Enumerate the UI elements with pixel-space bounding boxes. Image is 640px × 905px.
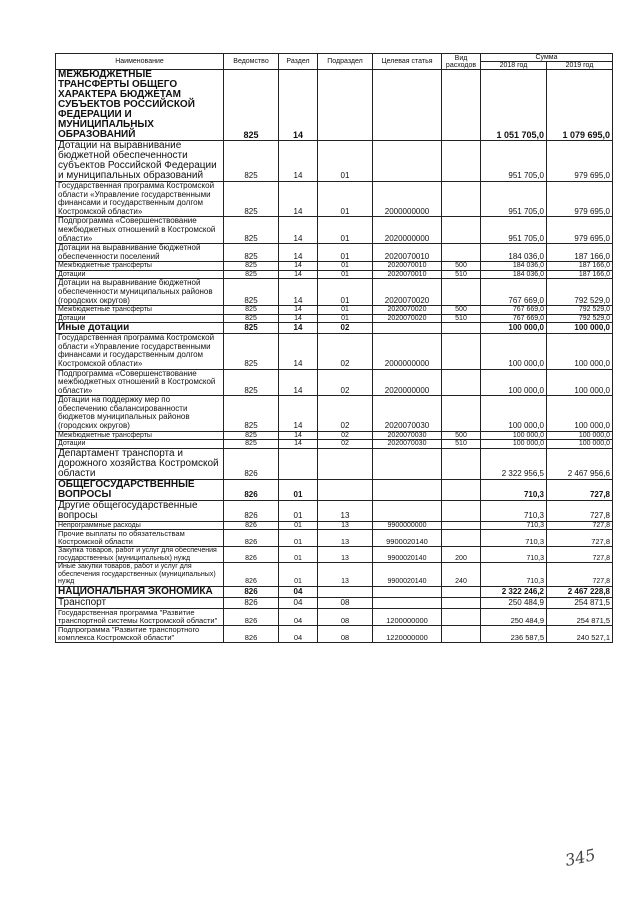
table-row [56,530,613,547]
row-sum-2019: 100 000,0 [547,396,613,431]
row-section: 01 [279,521,318,530]
row-name: Государственная программа Костромской области «Управление государственными финансами и государственным долгом Костромской области» [56,334,224,369]
table-row [56,323,613,334]
row-sum-2018: 100 000,0 [481,369,547,396]
row-target: 2000000000 [373,182,442,217]
table-row [56,314,613,323]
table-row [56,244,613,262]
row-sum-2019: 100 000,0 [547,440,613,449]
row-section: 14 [279,279,318,306]
row-section: 01 [279,530,318,547]
row-target [373,70,442,141]
table-row [56,182,613,217]
row-sum-2019: 187 166,0 [547,244,613,262]
row-subsection: 02 [318,323,373,334]
row-dept: 825 [224,440,279,449]
row-sum-2019: 979 695,0 [547,141,613,182]
row-section: 14 [279,306,318,315]
table-row [56,396,613,431]
row-exptype [442,369,481,396]
row-subsection: 02 [318,440,373,449]
table-row [56,141,613,182]
row-name: Межбюджетные трансферты [56,431,224,440]
row-sum-2018: 100 000,0 [481,334,547,369]
row-name: Непрограммные расходы [56,521,224,530]
row-sum-2019: 187 166,0 [547,262,613,271]
table-body [56,70,613,643]
row-subsection: 01 [318,141,373,182]
row-name: Прочие выплаты по обязательствам Костромской области [56,530,224,547]
table-row [56,217,613,244]
row-name: Иные закупки товаров, работ и услуг для обеспечения государственных (муниципальных) нужд [56,563,224,587]
page-number: 345 [563,845,598,870]
row-exptype: 500 [442,306,481,315]
row-subsection: 01 [318,306,373,315]
row-subsection: 13 [318,547,373,563]
row-dept: 826 [224,500,279,521]
row-subsection: 08 [318,597,373,608]
row-sum-2018: 100 000,0 [481,396,547,431]
row-target [373,500,442,521]
row-dept: 825 [224,334,279,369]
row-sum-2018: 710,3 [481,530,547,547]
row-dept: 825 [224,314,279,323]
row-sum-2018: 184 036,0 [481,244,547,262]
row-sum-2018: 767 669,0 [481,279,547,306]
row-section: 01 [279,563,318,587]
row-section: 14 [279,270,318,279]
row-name: Департамент транспорта и дорожного хозяйства Костромской области [56,448,224,479]
row-section: 01 [279,500,318,521]
row-subsection: 01 [318,314,373,323]
row-target: 2020070030 [373,431,442,440]
row-subsection [318,448,373,479]
row-name: Межбюджетные трансферты [56,262,224,271]
row-name: Дотации на выравнивание бюджетной обеспеченности муниципальных районов (городских округов) [56,279,224,306]
row-dept: 826 [224,521,279,530]
row-name: Дотации на выравнивание бюджетной обеспеченности субъектов Российской Федерации и муниципальных образований [56,141,224,182]
row-section: 14 [279,182,318,217]
table-row [56,608,613,625]
table-row [56,70,613,141]
row-dept: 826 [224,479,279,500]
table-row [56,262,613,271]
header-subsection: Подраздел [318,54,373,70]
row-sum-2019: 727,8 [547,547,613,563]
row-exptype [442,70,481,141]
row-section: 04 [279,597,318,608]
row-target: 1200000000 [373,608,442,625]
row-exptype [442,479,481,500]
row-section: 04 [279,625,318,642]
row-sum-2019: 100 000,0 [547,369,613,396]
row-subsection: 02 [318,431,373,440]
row-sum-2019: 2 467 228,8 [547,586,613,597]
row-dept: 826 [224,608,279,625]
row-target: 2020070010 [373,244,442,262]
row-dept: 825 [224,217,279,244]
table-header [56,54,613,70]
row-sum-2019: 792 529,0 [547,306,613,315]
row-dept: 825 [224,70,279,141]
row-target: 9900020140 [373,547,442,563]
row-target: 2020070010 [373,262,442,271]
row-name: Подпрограмма "Развитие транспортного комплекса Костромской области" [56,625,224,642]
row-dept: 825 [224,369,279,396]
row-name: Дотации [56,270,224,279]
row-exptype: 510 [442,314,481,323]
row-sum-2018: 2 322 246,2 [481,586,547,597]
row-sum-2018: 236 587,5 [481,625,547,642]
row-sum-2018: 250 484,9 [481,608,547,625]
row-subsection: 02 [318,334,373,369]
row-dept: 825 [224,431,279,440]
row-sum-2019: 792 529,0 [547,279,613,306]
row-sum-2018: 710,3 [481,500,547,521]
row-sum-2018: 100 000,0 [481,323,547,334]
row-exptype [442,625,481,642]
row-subsection: 02 [318,396,373,431]
row-name: Закупка товаров, работ и услуг для обеспечения государственных (муниципальных) нужд [56,547,224,563]
row-target [373,141,442,182]
header-target: Целевая статья [373,54,442,70]
row-dept: 825 [224,279,279,306]
table-row [56,500,613,521]
row-exptype [442,521,481,530]
row-subsection: 13 [318,521,373,530]
row-dept: 825 [224,323,279,334]
row-sum-2019: 792 529,0 [547,314,613,323]
row-target [373,323,442,334]
header-section: Раздел [279,54,318,70]
row-subsection: 13 [318,500,373,521]
budget-table [55,53,613,643]
row-exptype: 200 [442,547,481,563]
row-section: 04 [279,608,318,625]
row-target [373,479,442,500]
row-section: 14 [279,369,318,396]
row-dept: 825 [224,244,279,262]
table-row [56,334,613,369]
table-row [56,563,613,587]
row-exptype [442,448,481,479]
row-exptype: 500 [442,431,481,440]
row-sum-2018: 951 705,0 [481,141,547,182]
row-sum-2018: 250 484,9 [481,597,547,608]
row-section: 14 [279,217,318,244]
row-name: Подпрограмма «Совершенствование межбюджетных отношений в Костромской области» [56,217,224,244]
row-name: Государственная программа Костромской области «Управление государственными финансами и государственным долгом Костромской области» [56,182,224,217]
row-dept: 825 [224,270,279,279]
row-sum-2019: 727,8 [547,530,613,547]
row-section: 01 [279,479,318,500]
row-subsection: 01 [318,262,373,271]
row-section: 14 [279,244,318,262]
row-section: 14 [279,70,318,141]
row-sum-2018: 184 036,0 [481,262,547,271]
row-exptype: 240 [442,563,481,587]
row-name: Государственная программа "Развитие транспортной системы Костромской области" [56,608,224,625]
row-section: 14 [279,396,318,431]
row-target: 1220000000 [373,625,442,642]
table-row [56,448,613,479]
row-subsection: 02 [318,369,373,396]
row-target: 2020070020 [373,306,442,315]
row-exptype [442,334,481,369]
row-sum-2019: 727,8 [547,500,613,521]
row-sum-2018: 2 322 956,5 [481,448,547,479]
row-subsection: 01 [318,182,373,217]
row-sum-2018: 1 051 705,0 [481,70,547,141]
row-subsection: 01 [318,217,373,244]
row-sum-2018: 767 669,0 [481,314,547,323]
row-target: 2020000000 [373,369,442,396]
table-row [56,479,613,500]
row-name: МЕЖБЮДЖЕТНЫЕ ТРАНСФЕРТЫ ОБЩЕГО ХАРАКТЕРА БЮДЖЕТАМ СУБЪЕКТОВ РОССИЙСКОЙ ФЕДЕРАЦИИ И МУНИЦИПАЛЬНЫХ ОБРАЗОВАНИЙ [56,70,224,141]
row-section: 14 [279,440,318,449]
header-exptype: Вид расходов [442,54,481,70]
row-target: 2020070030 [373,440,442,449]
row-exptype [442,323,481,334]
row-sum-2018: 184 036,0 [481,270,547,279]
row-sum-2018: 710,3 [481,479,547,500]
row-subsection: 08 [318,608,373,625]
row-target: 2020070020 [373,314,442,323]
table-row [56,369,613,396]
row-exptype [442,244,481,262]
row-section [279,448,318,479]
row-exptype [442,182,481,217]
row-name: Транспорт [56,597,224,608]
row-dept: 826 [224,547,279,563]
row-section: 14 [279,141,318,182]
header-dept: Ведомство [224,54,279,70]
row-dept: 825 [224,262,279,271]
row-subsection: 01 [318,279,373,306]
row-target [373,597,442,608]
row-subsection: 01 [318,244,373,262]
row-dept: 825 [224,396,279,431]
table-row [56,547,613,563]
row-target: 2020070010 [373,270,442,279]
row-name: Иные дотации [56,323,224,334]
table-row [56,440,613,449]
row-name: Подпрограмма «Совершенствование межбюджетных отношений в Костромской области» [56,369,224,396]
row-sum-2019: 254 871,5 [547,608,613,625]
row-exptype: 510 [442,440,481,449]
row-exptype [442,597,481,608]
row-dept: 826 [224,448,279,479]
row-sum-2019: 187 166,0 [547,270,613,279]
row-name: НАЦИОНАЛЬНАЯ ЭКОНОМИКА [56,586,224,597]
row-sum-2019: 979 695,0 [547,217,613,244]
row-exptype [442,530,481,547]
row-exptype [442,586,481,597]
row-sum-2019: 254 871,5 [547,597,613,608]
row-sum-2019: 727,8 [547,563,613,587]
row-name: Другие общегосударственные вопросы [56,500,224,521]
row-section: 14 [279,323,318,334]
row-subsection: 08 [318,625,373,642]
row-sum-2018: 100 000,0 [481,440,547,449]
row-dept: 825 [224,182,279,217]
row-subsection: 13 [318,530,373,547]
row-sum-2018: 710,3 [481,563,547,587]
row-exptype [442,396,481,431]
row-dept: 826 [224,563,279,587]
row-dept: 825 [224,306,279,315]
header-sum: Сумма [481,54,613,62]
row-target: 9900020140 [373,563,442,587]
row-subsection [318,70,373,141]
row-sum-2019: 100 000,0 [547,323,613,334]
header-year-2018: 2018 год [481,62,547,70]
row-target: 2020070030 [373,396,442,431]
row-name: Дотации на поддержку мер по обеспечению сбалансированности бюджетов муниципальных районов (городских округов) [56,396,224,431]
row-name: Дотации на выравнивание бюджетной обеспеченности поселений [56,244,224,262]
row-subsection: 13 [318,563,373,587]
row-sum-2018: 951 705,0 [481,217,547,244]
row-dept: 826 [224,597,279,608]
row-sum-2019: 727,8 [547,521,613,530]
row-name: Дотации [56,440,224,449]
header-year-2019: 2019 год [547,62,613,70]
row-exptype [442,217,481,244]
row-sum-2019: 979 695,0 [547,182,613,217]
row-subsection: 01 [318,270,373,279]
row-sum-2019: 100 000,0 [547,431,613,440]
row-target: 2020000000 [373,217,442,244]
row-dept: 826 [224,586,279,597]
table-row [56,279,613,306]
row-name: Дотации [56,314,224,323]
row-subsection [318,586,373,597]
row-target: 9900000000 [373,521,442,530]
row-exptype [442,141,481,182]
row-sum-2019: 100 000,0 [547,334,613,369]
row-section: 01 [279,547,318,563]
row-dept: 825 [224,141,279,182]
table-row [56,625,613,642]
row-section: 14 [279,431,318,440]
row-exptype: 510 [442,270,481,279]
row-target: 2000000000 [373,334,442,369]
row-sum-2018: 767 669,0 [481,306,547,315]
row-name: ОБЩЕГОСУДАРСТВЕННЫЕ ВОПРОСЫ [56,479,224,500]
row-sum-2018: 710,3 [481,547,547,563]
row-dept: 826 [224,625,279,642]
row-section: 14 [279,262,318,271]
row-sum-2018: 100 000,0 [481,431,547,440]
row-dept: 826 [224,530,279,547]
row-sum-2019: 240 527,1 [547,625,613,642]
row-target [373,586,442,597]
table-row [56,597,613,608]
row-exptype [442,608,481,625]
row-exptype: 500 [442,262,481,271]
row-exptype [442,279,481,306]
row-sum-2018: 710,3 [481,521,547,530]
row-name: Межбюджетные трансферты [56,306,224,315]
table-row [56,306,613,315]
row-sum-2018: 951 705,0 [481,182,547,217]
row-subsection [318,479,373,500]
row-section: 14 [279,334,318,369]
header-name: Наименование [56,54,224,70]
row-section: 04 [279,586,318,597]
row-exptype [442,500,481,521]
row-sum-2019: 2 467 956,6 [547,448,613,479]
row-sum-2019: 1 079 695,0 [547,70,613,141]
row-target [373,448,442,479]
row-target: 2020070020 [373,279,442,306]
row-sum-2019: 727,8 [547,479,613,500]
row-target: 9900020140 [373,530,442,547]
row-section: 14 [279,314,318,323]
table-row [56,431,613,440]
table-row [56,586,613,597]
